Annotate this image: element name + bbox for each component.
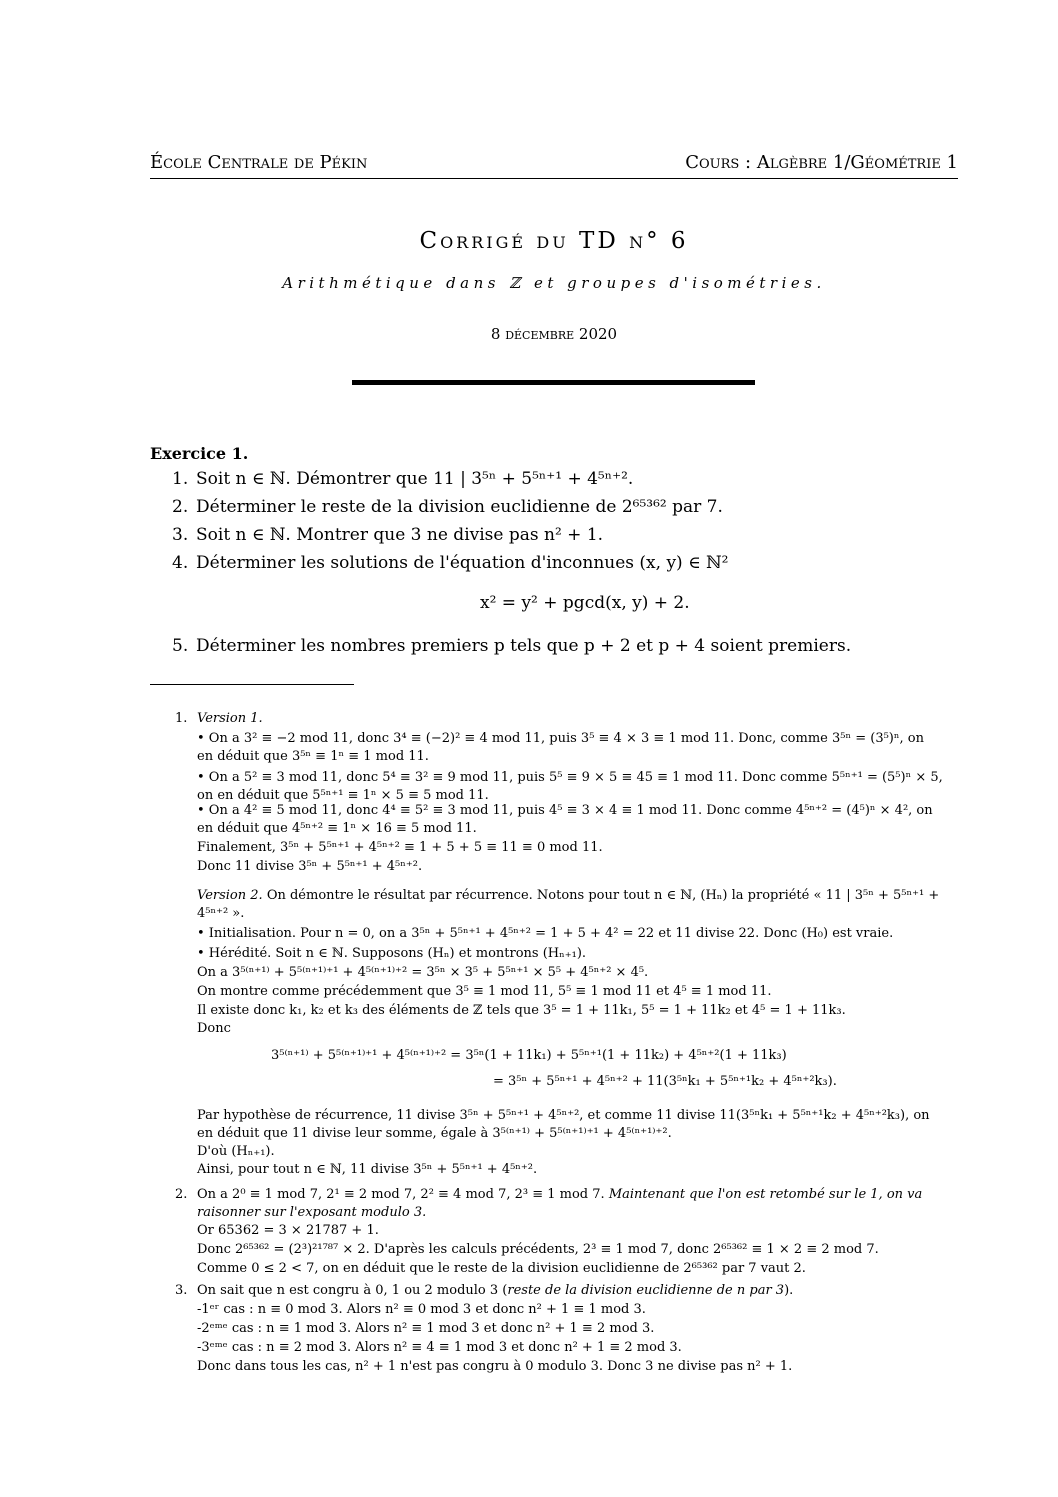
footnote-line: -1ᵉʳ cas : n ≡ 0 mod 3. Alors n² ≡ 0 mod 3 et donc n² + 1 ≡ 1 mod 3. (197, 1302, 646, 1317)
footnote-line: On montre comme précédemment que 3⁵ ≡ 1 mod 11, 5⁵ ≡ 1 mod 11 et 4⁵ ≡ 1 mod 11. (197, 984, 772, 999)
question-number: 5. (172, 636, 189, 656)
footnote-line: • On a 3² ≡ −2 mod 11, donc 3⁴ ≡ (−2)² ≡ 4 mod 11, puis 3⁵ ≡ 4 × 3 ≡ 1 mod 11. Donc, comme 3⁵ⁿ = (3⁵)ⁿ, on (197, 731, 924, 746)
footnote-equation: = 3⁵ⁿ + 5⁵ⁿ⁺¹ + 4⁵ⁿ⁺² + 11(3⁵ⁿk₁ + 5⁵ⁿ⁺¹k₂ + 4⁵ⁿ⁺²k₃). (493, 1074, 837, 1089)
question-text: Soit n ∈ ℕ. Montrer que 3 ne divise pas n² + 1. (196, 525, 604, 545)
footnote-line: en déduit que 4⁵ⁿ⁺² ≡ 1ⁿ × 16 ≡ 5 mod 11. (197, 821, 477, 836)
footnote-number: 1. (175, 711, 188, 726)
footnote-line (197, 888, 939, 903)
footnote-line: Par hypothèse de récurrence, 11 divise 3⁵ⁿ + 5⁵ⁿ⁺¹ + 4⁵ⁿ⁺², et comme 11 divise 11(3⁵ⁿk₁ + 5⁵ⁿ⁺¹k₂ + 4⁵ⁿ⁺²k₃), on (197, 1108, 930, 1123)
version-title: Version 2. (197, 888, 263, 903)
question-text: Déterminer les nombres premiers p tels que p + 2 et p + 4 soient premiers. (196, 636, 852, 656)
footnote-line: Ainsi, pour tout n ∈ ℕ, 11 divise 3⁵ⁿ + 5⁵ⁿ⁺¹ + 4⁵ⁿ⁺². (197, 1162, 538, 1177)
footnote-line: -2ᵉᵐᵉ cas : n ≡ 1 mod 3. Alors n² ≡ 1 mod 3 et donc n² + 1 ≡ 2 mod 3. (197, 1321, 655, 1336)
question-text: Déterminer le reste de la division euclidienne de 2⁶⁵³⁶² par 7. (196, 497, 723, 517)
page-title: Corrigé du TD n° 6 (419, 228, 689, 254)
page-subtitle: Arithmétique dans ℤ et groupes d'isométries. (282, 274, 826, 292)
footnote-line: • Hérédité. Soit n ∈ ℕ. Supposons (Hₙ) et montrons (Hₙ₊₁). (197, 946, 587, 961)
footnote-line: Comme 0 ≤ 2 < 7, on en déduit que le reste de la division euclidienne de 2⁶⁵³⁶² par 7 vaut 2. (197, 1261, 806, 1276)
question-equation: x² = y² + pgcd(x, y) + 2. (480, 593, 690, 613)
footnote-line: Il existe donc k₁, k₂ et k₃ des éléments de ℤ tels que 3⁵ = 1 + 11k₁, 5⁵ = 1 + 11k₂ et 4⁵ = 1 + 11k₃. (197, 1003, 846, 1018)
footnote-emphasis: raisonner sur l'exposant modulo 3. (197, 1205, 427, 1220)
question-item (172, 469, 633, 489)
footnote-divider (150, 684, 354, 685)
footnote-line (197, 1283, 793, 1298)
footnote-emphasis: Maintenant que l'on est retombé sur le 1, on va (608, 1187, 923, 1202)
footnote-emphasis: reste de la division euclidienne de n par 3 (507, 1283, 785, 1298)
question-item (172, 636, 851, 656)
footnote-line: • Initialisation. Pour n = 0, on a 3⁵ⁿ + 5⁵ⁿ⁺¹ + 4⁵ⁿ⁺² = 1 + 5 + 4² = 22 et 11 divise 22. Donc (H₀) est vraie. (197, 926, 894, 941)
footnote-equation: 3⁵⁽ⁿ⁺¹⁾ + 5⁵⁽ⁿ⁺¹⁾⁺¹ + 4⁵⁽ⁿ⁺¹⁾⁺² = 3⁵ⁿ(1 + 11k₁) + 5⁵ⁿ⁺¹(1 + 11k₂) + 4⁵ⁿ⁺²(1 + 11k₃) (271, 1048, 787, 1063)
footnote-line: • On a 5² ≡ 3 mod 11, donc 5⁴ ≡ 3² ≡ 9 mod 11, puis 5⁵ ≡ 9 × 5 ≡ 45 ≡ 1 mod 11. Donc comme 5⁵ⁿ⁺¹ = (5⁵)ⁿ × 5, (197, 770, 943, 785)
title-divider (352, 380, 755, 385)
footnote-line: On a 3⁵⁽ⁿ⁺¹⁾ + 5⁵⁽ⁿ⁺¹⁾⁺¹ + 4⁵⁽ⁿ⁺¹⁾⁺² = 3⁵ⁿ × 3⁵ + 5⁵ⁿ⁺¹ × 5⁵ + 4⁵ⁿ⁺² × 4⁵. (197, 965, 649, 980)
footnote-line: 4⁵ⁿ⁺² ». (197, 906, 245, 921)
question-item (172, 497, 723, 517)
footnote-line: Or 65362 = 3 × 21787 + 1. (197, 1223, 379, 1238)
question-item (172, 553, 728, 573)
footnote-line: Donc (197, 1021, 231, 1036)
footnote-line: -3ᵉᵐᵉ cas : n ≡ 2 mod 3. Alors n² ≡ 4 ≡ 1 mod 3 et donc n² + 1 ≡ 2 mod 3. (197, 1340, 682, 1355)
header-divider (150, 178, 958, 179)
footnote-line: • On a 4² ≡ 5 mod 11, donc 4⁴ ≡ 5² ≡ 3 mod 11, puis 4⁵ ≡ 3 × 4 ≡ 1 mod 11. Donc comme 4⁵ⁿ⁺² = (4⁵)ⁿ × 4², on (197, 803, 933, 818)
exercise-title: Exercice 1. (150, 444, 249, 463)
question-text: Soit n ∈ ℕ. Démontrer que 11 | 3⁵ⁿ + 5⁵ⁿ⁺¹ + 4⁵ⁿ⁺². (196, 469, 634, 489)
question-number: 3. (172, 525, 189, 545)
footnote-line: on en déduit que 5⁵ⁿ⁺¹ ≡ 1ⁿ × 5 ≡ 5 mod 11. (197, 788, 489, 803)
footnote-line: Donc dans tous les cas, n² + 1 n'est pas congru à 0 modulo 3. Donc 3 ne divise pas n² + 1. (197, 1359, 793, 1374)
footnote-line: Finalement, 3⁵ⁿ + 5⁵ⁿ⁺¹ + 4⁵ⁿ⁺² ≡ 1 + 5 + 5 ≡ 11 ≡ 0 mod 11. (197, 840, 603, 855)
footnote-line: Donc 11 divise 3⁵ⁿ + 5⁵ⁿ⁺¹ + 4⁵ⁿ⁺². (197, 859, 423, 874)
footnote-text: On démontre le résultat par récurrence. Notons pour tout n ∈ ℕ, (Hₙ) la propriété « 11 | 3⁵ⁿ + 5⁵ⁿ⁺¹ + (266, 888, 940, 903)
footnote-text: ). (784, 1283, 794, 1298)
question-item (172, 525, 603, 545)
question-text: Déterminer les solutions de l'équation d'inconnues (x, y) ∈ ℕ² (196, 553, 729, 573)
footnote-line: Donc 2⁶⁵³⁶² = (2³)²¹⁷⁸⁷ × 2. D'après les calculs précédents, 2³ ≡ 1 mod 7, donc 2⁶⁵³⁶² ≡ 1 × 2 ≡ 2 mod 7. (197, 1242, 879, 1257)
footnote-line: en déduit que 3⁵ⁿ ≡ 1ⁿ ≡ 1 mod 11. (197, 749, 429, 764)
footnote-text: On a 2⁰ ≡ 1 mod 7, 2¹ ≡ 2 mod 7, 2² ≡ 4 mod 7, 2³ ≡ 1 mod 7. (197, 1187, 605, 1202)
version-title: Version 1. (197, 711, 263, 726)
footnote-text: On sait que n est congru à 0, 1 ou 2 modulo 3 ( (197, 1283, 508, 1298)
question-number: 2. (172, 497, 189, 517)
footnote-line (197, 1187, 922, 1202)
question-number: 4. (172, 553, 189, 573)
page-date: 8 décembre 2020 (490, 325, 618, 343)
question-number: 1. (172, 469, 189, 489)
footnote-line: D'où (Hₙ₊₁). (197, 1144, 275, 1159)
footnote-number: 2. (175, 1187, 188, 1202)
header-school: École Centrale de Pékin (150, 152, 368, 173)
footnote-number: 3. (175, 1283, 188, 1298)
header-course: Cours : Algèbre 1/Géométrie 1 (685, 152, 958, 173)
footnote-line: en déduit que 11 divise leur somme, égale à 3⁵⁽ⁿ⁺¹⁾ + 5⁵⁽ⁿ⁺¹⁾⁺¹ + 4⁵⁽ⁿ⁺¹⁾⁺². (197, 1126, 672, 1141)
